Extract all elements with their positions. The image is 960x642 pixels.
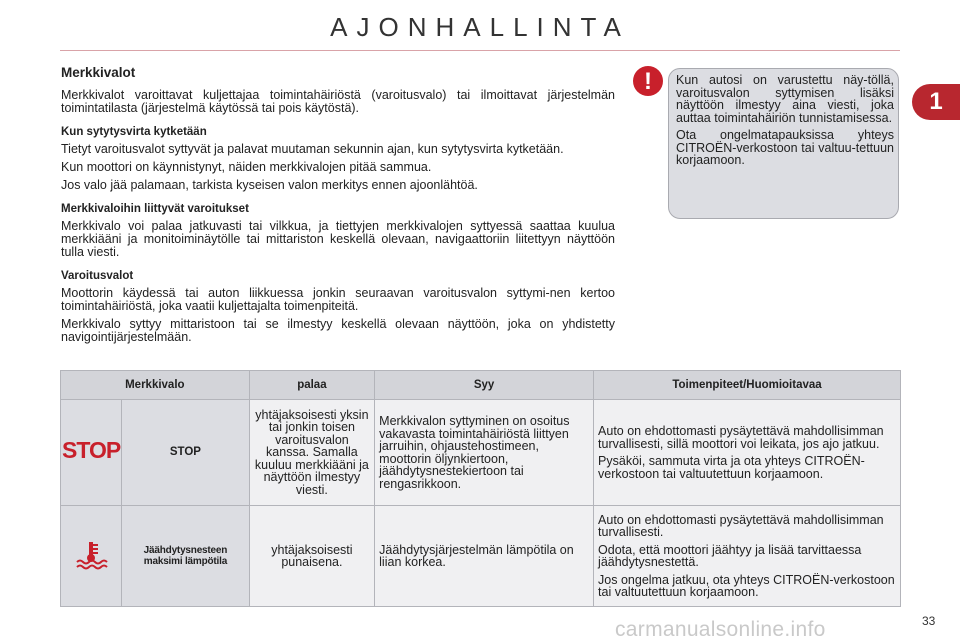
page-number: 33 bbox=[922, 614, 936, 628]
column-header-actions: Toimenpiteet/Huomioitavaa bbox=[594, 371, 901, 400]
action-text: Pysäköi, sammuta virta ja ota yhteys CITROËN-verkostoon tai valtuutettuun korjaamoon. bbox=[598, 454, 865, 481]
lamp-actions bbox=[594, 506, 901, 607]
main-content bbox=[61, 66, 615, 349]
table-header-row bbox=[61, 371, 901, 400]
lamp-actions bbox=[594, 400, 901, 506]
paragraph: Kun moottori on käynnistynyt, näiden merkkivalojen pitää sammua. bbox=[61, 160, 432, 174]
thermometer-waves-icon bbox=[74, 540, 108, 570]
stop-warning-icon bbox=[61, 400, 122, 506]
lamp-state: yhtäjaksoisesti yksin tai jonkin toisen varoitusvalon kanssa. Samalla kuuluu merkkiääni ja näyttöön ilmestyy viesti. bbox=[249, 400, 375, 506]
subheading-warning-lamps: Varoitusvalot bbox=[61, 270, 134, 282]
action-text: Jos ongelma jatkuu, ota yhteys CITROËN-verkostoon tai valtuutettuun korjaamoon. bbox=[598, 572, 895, 599]
coolant-temperature-icon bbox=[61, 506, 122, 607]
paragraph: Tietyt varoitusvalot syttyvät ja palavat muutaman sekunnin ajan, kun sytytysvirta kytketään. bbox=[61, 142, 564, 156]
subheading-ignition: Kun sytytysvirta kytketään bbox=[61, 126, 207, 138]
table-row bbox=[61, 400, 901, 506]
note-box bbox=[668, 68, 899, 219]
warning-lamps-table bbox=[60, 370, 901, 607]
page-header-title: AJONHALLINTA bbox=[330, 12, 630, 42]
action-text: Odota, että moottori jäähtyy ja lisää tarvittaessa jäähdytysnestettä. bbox=[598, 542, 862, 569]
exclamation-icon: ! bbox=[633, 66, 663, 96]
column-header-cause: Syy bbox=[375, 371, 594, 400]
note-paragraph: Kun autosi on varustettu näy-töllä, varoitusvalon syttymisen lisäksi näyttöön ilmestyy aina viesti, joka auttaa toimintahäiriön tunnistamisessa. bbox=[676, 73, 894, 125]
subheading-warnings: Merkkivaloihin liittyvät varoitukset bbox=[61, 203, 249, 215]
lamp-cause: Merkkivalon syttyminen on osoitus vakavasta toimintahäiriöstä liittyen jarruihin, ohjaustehostimeen, moottorin öljynkiertoon, jäähdytysnestekiertoon tai rengasrikkoon. bbox=[375, 400, 594, 506]
lamp-cause: Jäähdytysjärjestelmän lämpötila on liian korkea. bbox=[375, 506, 594, 607]
lamp-name: Jäähdytysnesteen maksimi lämpötila bbox=[122, 506, 249, 607]
stop-icon-text: STOP bbox=[62, 437, 121, 464]
table-row bbox=[61, 506, 901, 607]
lamp-state: yhtäjaksoisesti punaisena. bbox=[249, 506, 375, 607]
column-header-lamp: Merkkivalo bbox=[61, 371, 250, 400]
paragraph: Merkkivalo syttyy mittaristoon tai se ilmestyy keskellä olevaan näyttöön, joka on yhdistetty navigointijärjestelmään. bbox=[61, 317, 615, 344]
intro-paragraph: Merkkivalot varoittavat kuljettajaa toimintahäiriöstä (varoitusvalo) tai ilmoittavat järjestelmän toimintatilasta (järjestelmä käytössä tai pois käytöstä). bbox=[61, 88, 615, 115]
header-divider bbox=[60, 50, 900, 51]
action-text: Auto on ehdottomasti pysäytettävä mahdollisimman turvallisesti, sillä moottori voi leikata, jos ajo jatkuu. bbox=[598, 424, 884, 451]
paragraph: Jos valo jää palamaan, tarkista kyseisen valon merkitys ennen ajoonlähtöä. bbox=[61, 178, 478, 192]
action-text: Auto on ehdottomasti pysäytettävä mahdollisimman turvallisesti. bbox=[598, 512, 884, 539]
note-paragraph: Ota ongelmatapauksissa yhteys CITROËN-verkostoon tai valtuu-tettuun korjaamoon. bbox=[676, 128, 894, 167]
chapter-tab[interactable]: 1 bbox=[912, 84, 960, 120]
section-title: Merkkivalot bbox=[61, 65, 136, 80]
paragraph: Moottorin käydessä tai auton liikkuessa jonkin seuraavan varoitusvalon syttymi-nen kertoo toimintahäiriöstä, joka vaatii kuljettajalta toimenpiteitä. bbox=[61, 286, 615, 313]
paragraph: Merkkivalo voi palaa jatkuvasti tai vilkkua, ja tiettyjen merkkivalojen syttyessä saattaa kuulua merkkiääni ja monitoiminäytölle tai mittariston keskellä olevaan, navigaattoriin liitettyyn näyttöön tulla viesti. bbox=[61, 219, 615, 259]
watermark-text: carmanualsonline.info bbox=[615, 618, 826, 641]
column-header-state: palaa bbox=[249, 371, 375, 400]
lamp-name: STOP bbox=[122, 400, 249, 506]
